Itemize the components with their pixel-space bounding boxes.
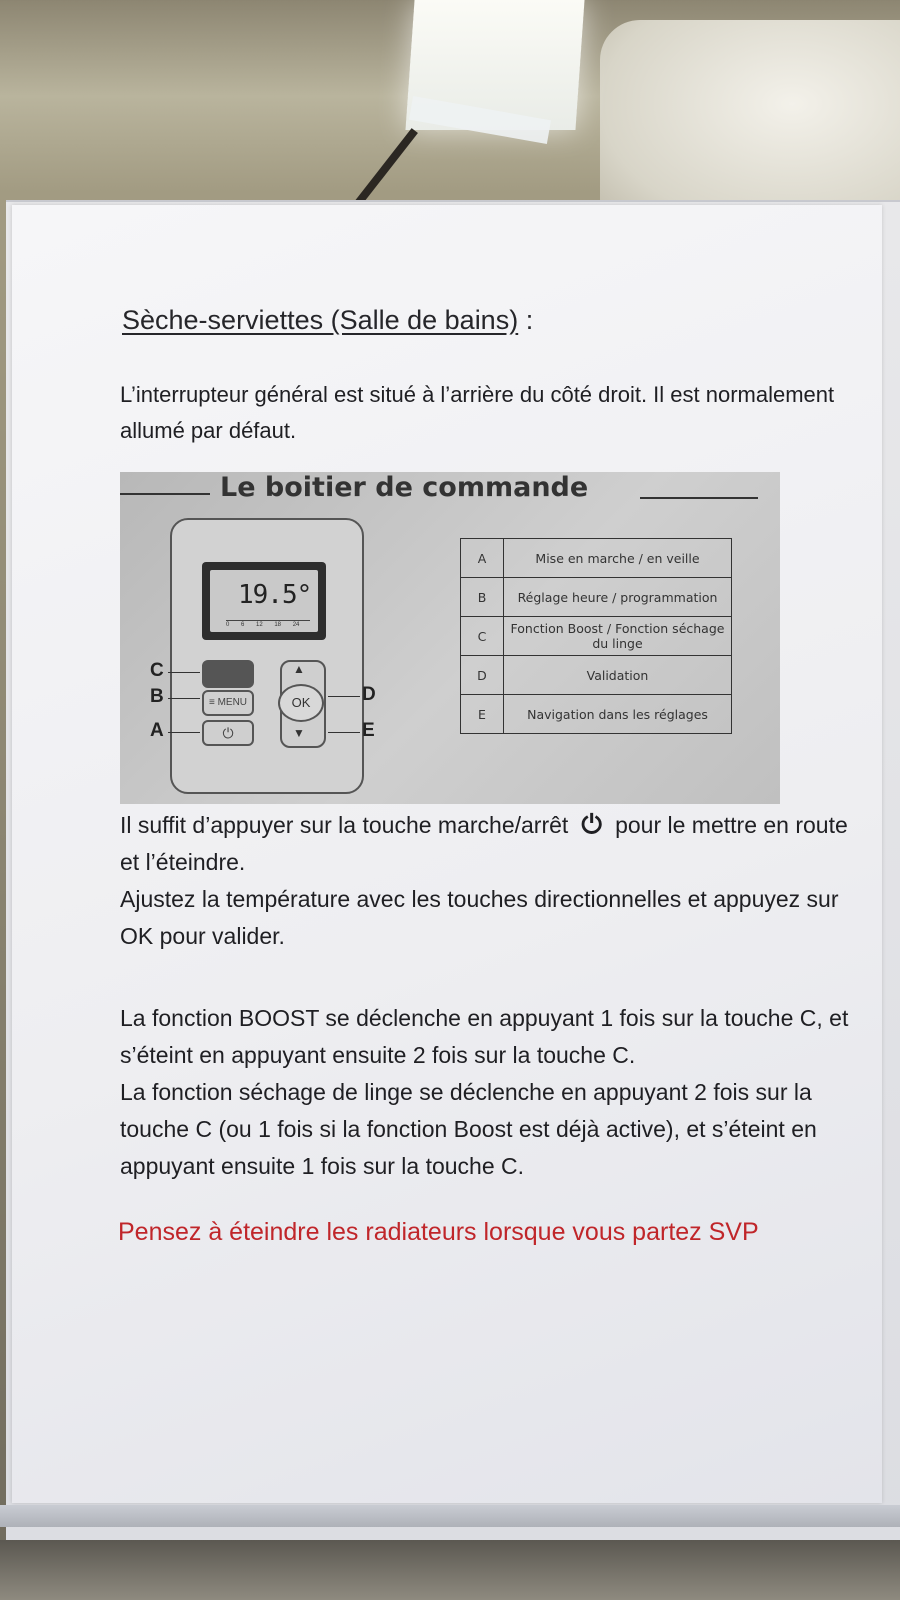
callout-c: C (150, 660, 164, 681)
lcd-scale-labels: 0 6 12 18 24 (226, 622, 300, 628)
chevron-up-icon: ▲ (293, 662, 305, 676)
device-screen (202, 562, 326, 640)
legend-row (461, 578, 732, 617)
callout-c-line (168, 672, 200, 673)
legend-desc: Navigation dans les réglages (504, 695, 732, 734)
legend-desc: Réglage heure / programmation (504, 578, 732, 617)
heading-rule-left (120, 493, 210, 495)
background-floor (0, 1540, 900, 1600)
page-title-colon: : (518, 305, 534, 335)
callout-a-line (168, 732, 200, 733)
legend-key: E (461, 695, 504, 734)
callout-d: D (362, 684, 376, 705)
background-lampshade (600, 20, 900, 230)
power-icon: ⏻ (581, 809, 602, 839)
legend-key: D (461, 656, 504, 695)
legend-key: A (461, 539, 504, 578)
thermostat-device (170, 518, 364, 794)
legend-desc: Fonction Boost / Fonction séchage du linge (504, 617, 732, 656)
boost-instruction: La fonction BOOST se déclenche en appuyant 1 fois sur la touche C, et s’éteint en appuyant ensuite 2 fois sur la touche C. (120, 1005, 849, 1068)
callout-b-line (168, 698, 200, 699)
legend-desc: Validation (504, 656, 732, 695)
lcd-temperature: 19.5° (238, 580, 312, 610)
page-title-text: Sèche-serviettes (Salle de bains) (122, 305, 519, 335)
usage-text-end: pour le mettre en route et l’éteindre. (120, 812, 848, 875)
control-box-heading: Le boitier de commande (220, 472, 589, 503)
legend-row (461, 539, 732, 578)
lcd-time-scale (226, 620, 310, 628)
legend-key: B (461, 578, 504, 617)
power-button-a: ⏻ (202, 720, 254, 746)
temperature-instruction: Ajustez la température avec les touches directionnelles et appuyez sur OK pour valider. (120, 886, 839, 949)
callout-e: E (362, 720, 375, 741)
legend-row (461, 656, 732, 695)
chevron-down-icon: ▼ (293, 726, 305, 740)
intro-paragraph: L’interrupteur général est situé à l’arrière du côté droit. Il est normalement allumé par défaut. (120, 382, 835, 443)
warning-message: Pensez à éteindre les radiateurs lorsque vous partez SVP (118, 1218, 759, 1246)
button-legend-table (460, 538, 732, 734)
callout-e-line (328, 732, 360, 733)
boost-paragraph (120, 1000, 850, 1185)
control-box-diagram (120, 472, 780, 804)
page-title (122, 305, 533, 336)
callout-b: B (150, 686, 164, 707)
drying-instruction: La fonction séchage de linge se déclenche en appuyant 2 fois sur la touche C (ou 1 fois si la fonction Boost est déjà active), et s’éteint en appuyant ensuite 1 fois sur la touche C. (120, 1079, 817, 1179)
callout-a: A (150, 720, 164, 741)
legend-key: C (461, 617, 504, 656)
callout-d-line (328, 696, 360, 697)
heading-rule-right (640, 497, 758, 499)
legend-row (461, 617, 732, 656)
boost-button-c (202, 660, 254, 688)
legend-row (461, 695, 732, 734)
usage-paragraph (120, 806, 850, 955)
menu-button-b: ≡ MENU (202, 690, 254, 716)
legend-desc: Mise en marche / en veille (504, 539, 732, 578)
device-lcd (210, 570, 318, 632)
sleeve-bottom-edge (0, 1505, 900, 1527)
usage-text-start: Il suffit d’appuyer sur la touche marche/arrêt (120, 812, 569, 838)
ok-button-d: OK (278, 684, 324, 722)
